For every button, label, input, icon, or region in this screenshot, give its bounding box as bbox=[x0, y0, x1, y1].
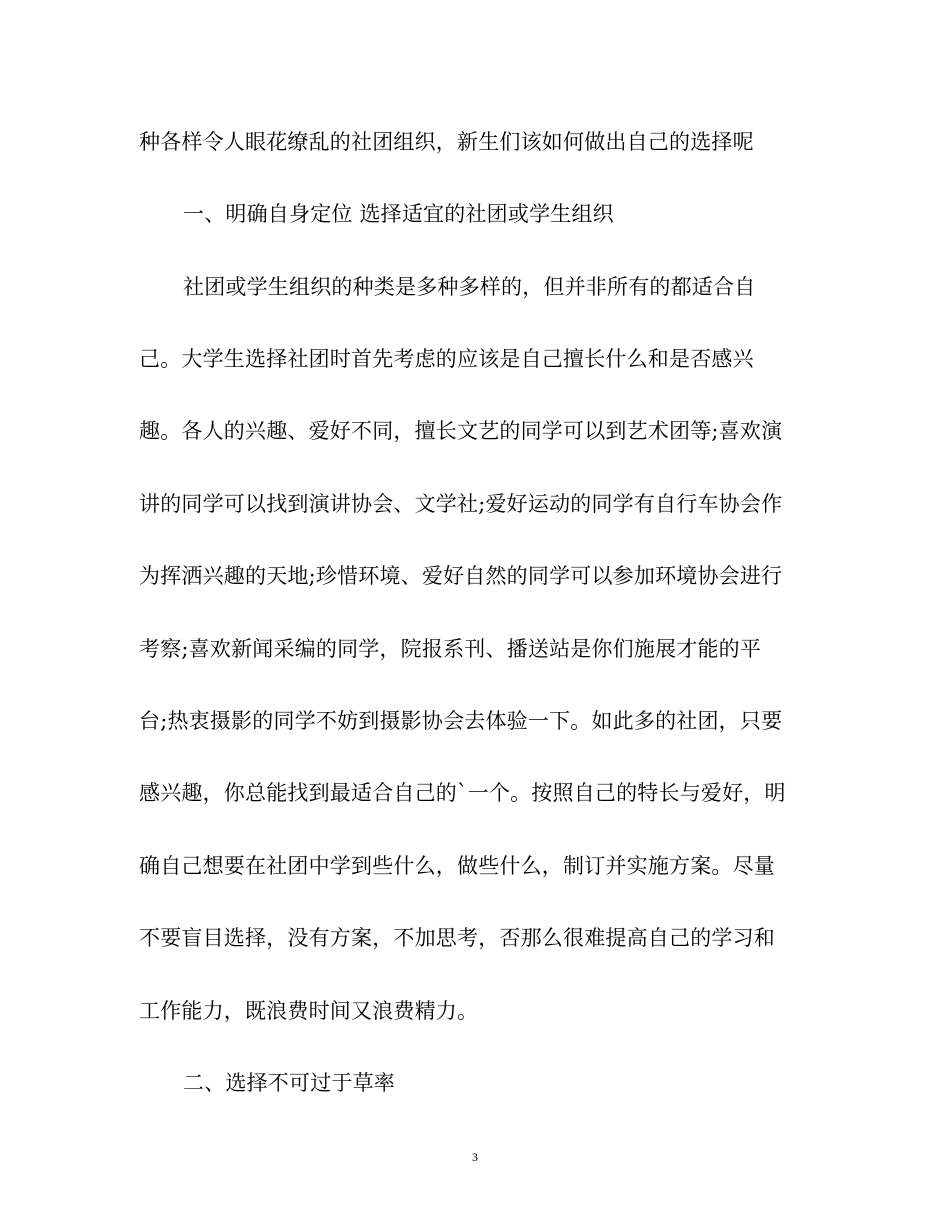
text-line: 社团或学生组织的种类是多种多样的，但并非所有的都适合自 bbox=[183, 275, 756, 299]
text-line: 种各样令人眼花缭乱的社团组织，新生们该如何做出自己的选择呢 bbox=[139, 130, 754, 154]
text-line: 台;热衷摄影的同学不妨到摄影协会去体验一下。如此多的社团，只要 bbox=[139, 709, 783, 733]
section-heading: 二、选择不可过于草率 bbox=[183, 1071, 395, 1095]
text-line: 为挥洒兴趣的天地;珍惜环境、爱好自然的同学可以参加环境协会进行 bbox=[139, 564, 783, 588]
page-number: 3 bbox=[472, 1150, 478, 1164]
text-line: 考察;喜欢新闻采编的同学，院报系刊、播送站是你们施展才能的平 bbox=[139, 637, 762, 661]
text-line: 讲的同学可以找到演讲协会、文学社;爱好运动的同学有自行车协会作 bbox=[139, 492, 783, 516]
text-line: 感兴趣，你总能找到最适合自己的`一个。按照自己的特长与爱好，明 bbox=[139, 781, 786, 805]
section-heading: 一、明确自身定位 选择适宜的社团或学生组织 bbox=[183, 202, 614, 226]
text-line: 不要盲目选择，没有方案，不加思考，否那么很难提高自己的学习和 bbox=[139, 926, 775, 950]
text-line: 己。大学生选择社团时首先考虑的应该是自己擅长什么和是否感兴 bbox=[139, 347, 754, 371]
text-line: 趣。各人的兴趣、爱好不同，擅长文艺的同学可以到艺术团等;喜欢演 bbox=[139, 419, 783, 443]
text-line: 工作能力，既浪费时间又浪费精力。 bbox=[139, 999, 479, 1023]
text-line: 确自己想要在社团中学到些什么，做些什么，制订并实施方案。尽量 bbox=[139, 854, 775, 878]
